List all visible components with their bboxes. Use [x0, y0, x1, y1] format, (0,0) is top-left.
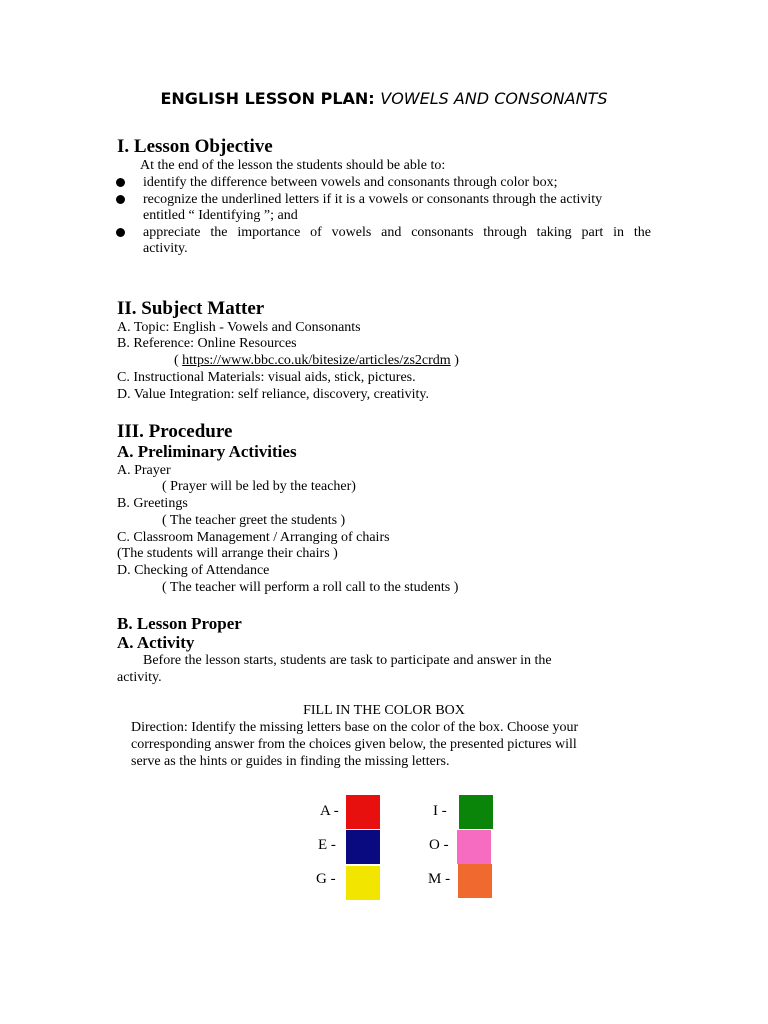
color-label-g: G - — [316, 871, 336, 887]
bullet-icon — [116, 195, 125, 204]
subject-topic: A. Topic: English - Vowels and Consonants — [117, 320, 361, 335]
attendance-label: D. Checking of Attendance — [117, 563, 270, 578]
greetings-note: ( The teacher greet the students ) — [162, 513, 346, 528]
bullet-icon — [116, 228, 125, 237]
preliminary-heading: A. Preliminary Activities — [117, 442, 297, 461]
subject-reference-link-line — [174, 353, 459, 369]
objective-bullet-2-cont: entitled “ Identifying ”; and — [143, 208, 298, 223]
objective-heading: I. Lesson Objective — [117, 136, 273, 157]
activity-text-line-1: Before the lesson starts, students are task to participate and answer in the — [143, 653, 552, 668]
color-box-yellow — [346, 866, 380, 900]
ref-open: ( — [174, 353, 183, 368]
direction-line-3: serve as the hints or guides in finding the missing letters. — [131, 754, 450, 769]
subject-heading: II. Subject Matter — [117, 298, 265, 319]
color-box-blue — [346, 830, 380, 864]
objective-intro: At the end of the lesson the students should be able to: — [140, 158, 446, 173]
document-title — [0, 89, 768, 108]
title-main: ENGLISH LESSON PLAN: — [160, 89, 381, 108]
objective-bullet-2: recognize the underlined letters if it is a vowels or consonants through the activity — [143, 192, 603, 207]
activity-text-line-2: activity. — [117, 670, 162, 685]
color-box-red — [346, 795, 380, 829]
prayer-label: A. Prayer — [117, 463, 171, 478]
objective-bullet-3-cont: activity. — [143, 241, 188, 256]
ref-close: ) — [450, 353, 459, 368]
classroom-label: C. Classroom Management / Arranging of chairs — [117, 530, 390, 545]
bullet-icon — [116, 178, 125, 187]
direction-line-1: Direction: Identify the missing letters base on the color of the box. Choose your — [131, 720, 579, 735]
color-label-e: E - — [318, 837, 336, 853]
subject-values: D. Value Integration: self reliance, discovery, creativity. — [117, 387, 430, 402]
color-label-a: A - — [320, 803, 339, 819]
color-box-green — [459, 795, 493, 829]
reference-link[interactable]: https://www.bbc.co.uk/bitesize/articles/zs2crdm — [182, 353, 451, 368]
procedure-heading: III. Procedure — [117, 421, 233, 442]
lesson-proper-heading: B. Lesson Proper — [117, 614, 242, 633]
color-box-title: FILL IN THE COLOR BOX — [303, 703, 465, 718]
direction-line-2: corresponding answer from the choices given below, the presented pictures will — [131, 737, 577, 752]
subject-reference: B. Reference: Online Resources — [117, 336, 297, 351]
attendance-note: ( The teacher will perform a roll call to the students ) — [162, 580, 459, 595]
color-label-m: M - — [428, 871, 451, 887]
title-sub: VOWELS AND CONSONANTS — [380, 89, 608, 108]
color-label-i: I - — [433, 803, 447, 819]
classroom-note: (The students will arrange their chairs ) — [117, 546, 338, 561]
color-box-orange — [458, 864, 492, 898]
objective-bullet-3: appreciate the importance of vowels and consonants through taking part in the — [143, 225, 651, 240]
subject-materials: C. Instructional Materials: visual aids, stick, pictures. — [117, 370, 416, 385]
activity-heading: A. Activity — [117, 633, 195, 652]
color-label-o: O - — [429, 837, 449, 853]
prayer-note: ( Prayer will be led by the teacher) — [162, 479, 356, 494]
color-box-pink — [457, 830, 491, 864]
objective-bullet-1: identify the difference between vowels and consonants through color box; — [143, 175, 558, 190]
greetings-label: B. Greetings — [117, 496, 188, 511]
